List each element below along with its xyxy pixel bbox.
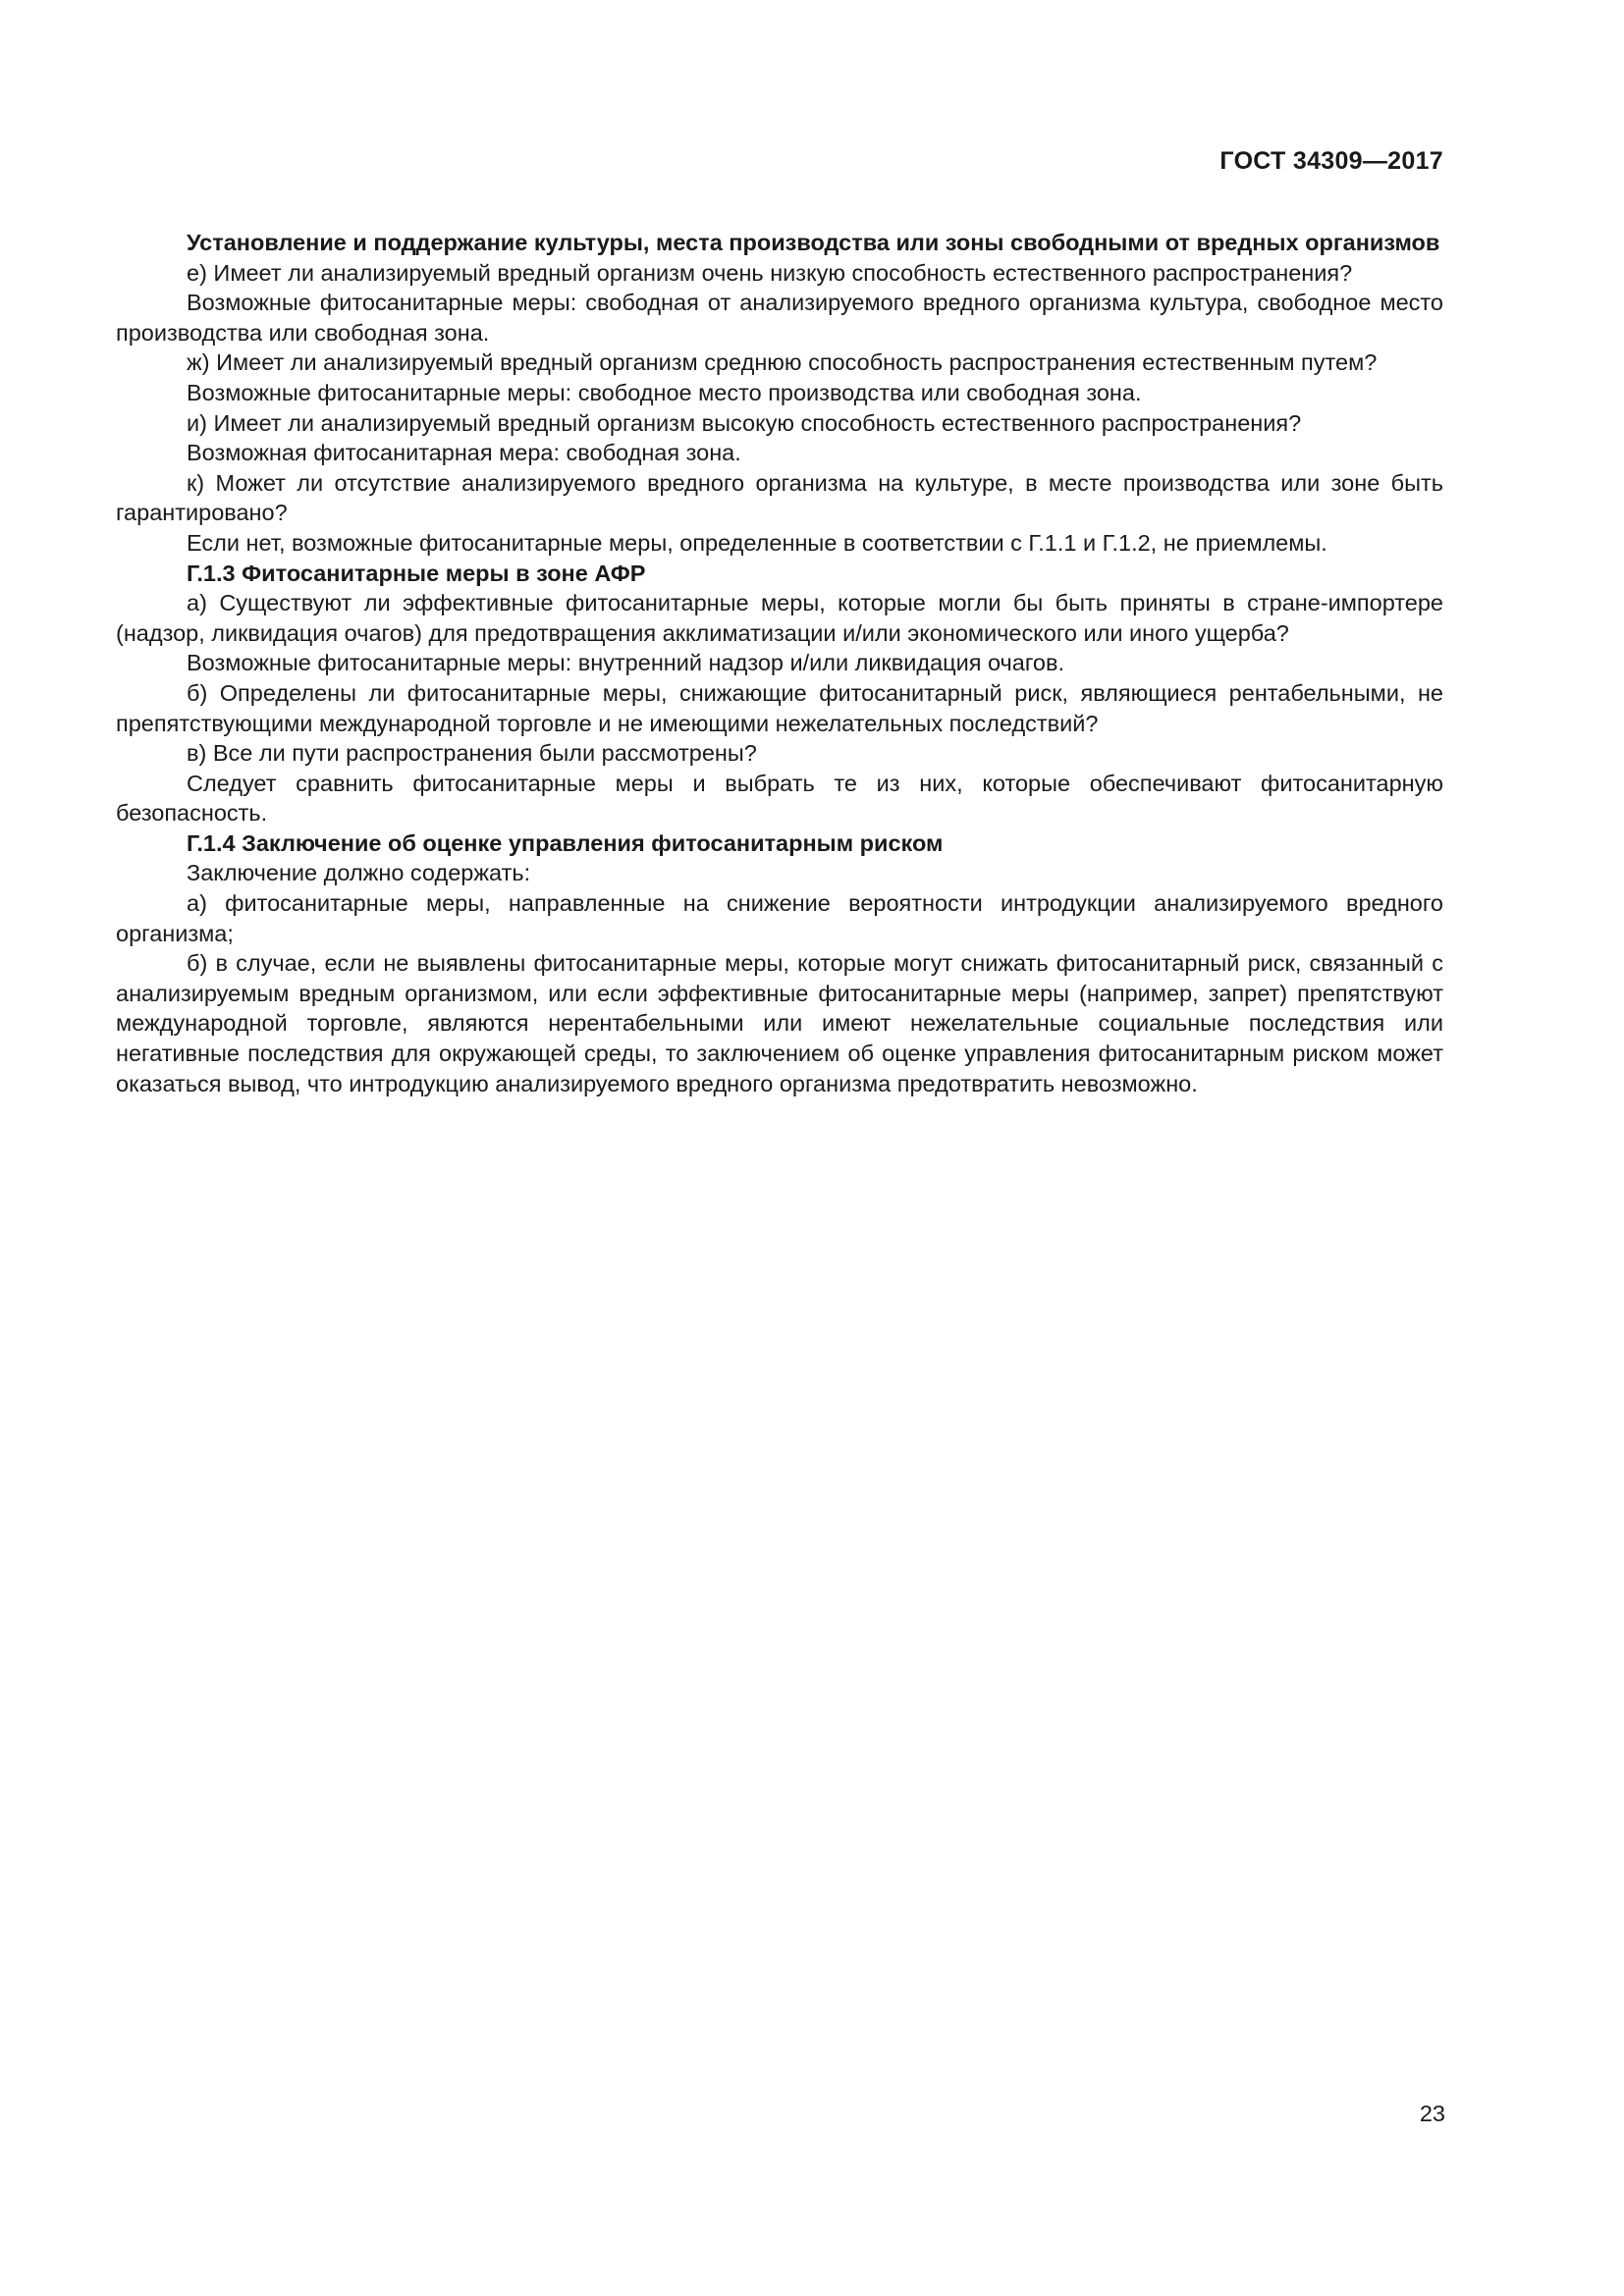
paragraph: к) Может ли отсутствие анализируемого вредного организма на культуре, в месте производства или зоне быть гарантировано? xyxy=(116,469,1443,526)
paragraph: в) Все ли пути распространения были рассмотрены? xyxy=(187,740,757,767)
paragraph: Возможные фитосанитарные меры: свободная от анализируемого вредного организма культура, свободное место производства или свободная зона. xyxy=(116,290,1443,346)
section-heading: Г.1.4 Заключение об оценке управления фитосанитарным риском xyxy=(187,829,944,856)
paragraph: Следует сравнить фитосанитарные меры и выбрать те из них, которые обеспечивают фитосанитарную безопасность. xyxy=(116,770,1443,827)
page-number: 23 xyxy=(1419,2101,1445,2126)
paragraph: и) Имеет ли анализируемый вредный организм высокую способность естественного распространения? xyxy=(187,409,1302,436)
paragraph: б) Определены ли фитосанитарные меры, снижающие фитосанитарный риск, являющиеся рентабельными, не препятствующими международной торговле и не имеющими нежелательных последствий? xyxy=(116,679,1443,736)
paragraph: б) в случае, если не выявлены фитосанитарные меры, которые могут снижать фитосанитарный риск, связанный с анализируемым вредным организмом, или если эффективные фитосанитарные меры (например, запрет) препятствуют международной торговле, являются нерентабельными или имеют нежелательные социальные последствия или негативные последствия для окружающей среды, то заключением об оценке управления фитосанитарным риском может оказаться вывод, что интродукцию анализируемого вредного организма предотвратить невозможно. xyxy=(116,950,1443,1096)
paragraph: Возможная фитосанитарная мера: свободная зона. xyxy=(187,440,741,466)
paragraph: а) фитосанитарные меры, направленные на снижение вероятности интродукции анализируемого вредного организма; xyxy=(116,890,1443,946)
paragraph: Возможные фитосанитарные меры: свободное место производства или свободная зона. xyxy=(187,379,1142,405)
paragraph: Если нет, возможные фитосанитарные меры, определенные в соответствии с Г.1.1 и Г.1.2, не приемлемы. xyxy=(187,529,1327,556)
paragraph: е) Имеет ли анализируемый вредный организм очень низкую способность естественного распространения? xyxy=(187,259,1353,286)
paragraph: ж) Имеет ли анализируемый вредный организм среднюю способность распространения естественным путем? xyxy=(187,349,1378,376)
section-heading: Г.1.3 Фитосанитарные меры в зоне АФР xyxy=(187,560,646,586)
paragraph: Заключение должно содержать: xyxy=(187,860,531,886)
section-heading: Установление и поддержание культуры, места производства или зоны свободными от вредных организмов xyxy=(187,230,1440,255)
paragraph: Возможные фитосанитарные меры: внутренний надзор и/или ликвидация очагов. xyxy=(187,650,1065,676)
document-body xyxy=(116,228,1443,1098)
paragraph: а) Существуют ли эффективные фитосанитарные меры, которые могли бы быть приняты в стране-импортере (надзор, ликвидация очагов) для предотвращения акклиматизации и/или экономического или иного ущерба? xyxy=(116,590,1443,646)
document-header: ГОСТ 34309—2017 xyxy=(1219,147,1443,175)
